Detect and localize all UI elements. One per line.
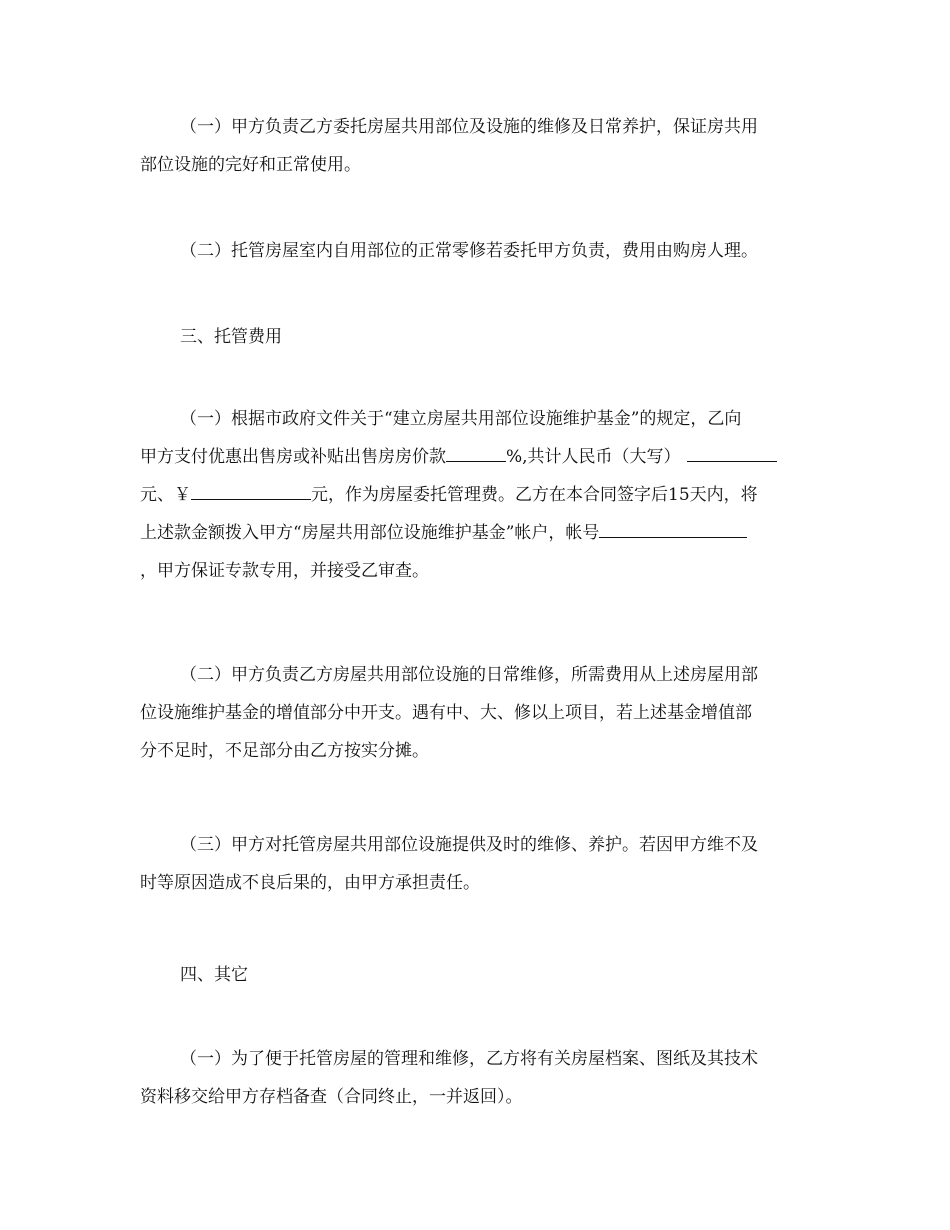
text-line [140, 476, 810, 514]
blank-percentage-field [446, 447, 506, 462]
text-line: （一）根据市政府文件关于“建立房屋共用部位设施维护基金”的规定，乙向 [180, 409, 742, 429]
paragraph-maintenance-common-parts [140, 108, 810, 184]
blank-amount-figures-field [191, 485, 311, 500]
paragraph-daily-repair-costs [140, 656, 810, 770]
text-fragment: %,共计人民币（大写） [506, 447, 681, 467]
paragraph-private-parts-repair [140, 232, 810, 270]
text-line: 部位设施的完好和正常使用。 [140, 155, 361, 175]
text-line: （三）甲方对托管房屋共用部位设施提供及时的维修、养护。若因甲方维不及 [180, 835, 758, 855]
text-line: （一）为了便于托管房屋的管理和维修，乙方将有关房屋档案、图纸及其技术 [180, 1049, 758, 1069]
text-line [140, 438, 810, 476]
blank-account-number-field [599, 523, 747, 538]
text-line: ，甲方保证专款专用，并接受乙审查。 [140, 561, 429, 581]
text-fragment: 元、￥ [140, 485, 191, 505]
blank-amount-words-field [687, 447, 777, 462]
paragraph-fund-payment [140, 400, 810, 590]
text-line: 分不足时，不足部分由乙方按实分摊。 [140, 741, 429, 761]
text-line: （二）托管房屋室内自用部位的正常零修若委托甲方负责，费用由购房人理。 [180, 241, 758, 261]
text-fragment: 上述款金额拨入甲方“房屋共用部位设施维护基金”帐户，帐号 [140, 523, 600, 543]
section-title: 三、托管费用 [180, 327, 282, 347]
text-line: 资料移交给甲方存档备查（合同终止，一并返回）。 [140, 1087, 523, 1107]
text-line: （二）甲方负责乙方房屋共用部位设施的日常维修，所需费用从上述房屋用部 [180, 665, 758, 685]
section-title: 四、其它 [180, 965, 248, 985]
text-fragment: 甲方支付优惠出售房或补贴出售房房价款 [140, 447, 446, 467]
text-line: （一）甲方负责乙方委托房屋共用部位及设施的维修及日常养护，保证房共用 [180, 117, 758, 137]
text-fragment: 元，作为房屋委托管理费。乙方在本合同签字后15天内，将 [311, 485, 758, 505]
paragraph-timely-maintenance [140, 826, 810, 902]
section-heading-other [180, 956, 850, 994]
text-line: 位设施维护基金的增值部分中开支。遇有中、大、修以上项目，若上述基金增值部 [140, 703, 752, 723]
section-heading-fees [180, 318, 850, 356]
text-line [140, 514, 810, 552]
text-line: 时等原因造成不良后果的，由甲方承担责任。 [140, 873, 480, 893]
paragraph-document-transfer [140, 1040, 810, 1116]
